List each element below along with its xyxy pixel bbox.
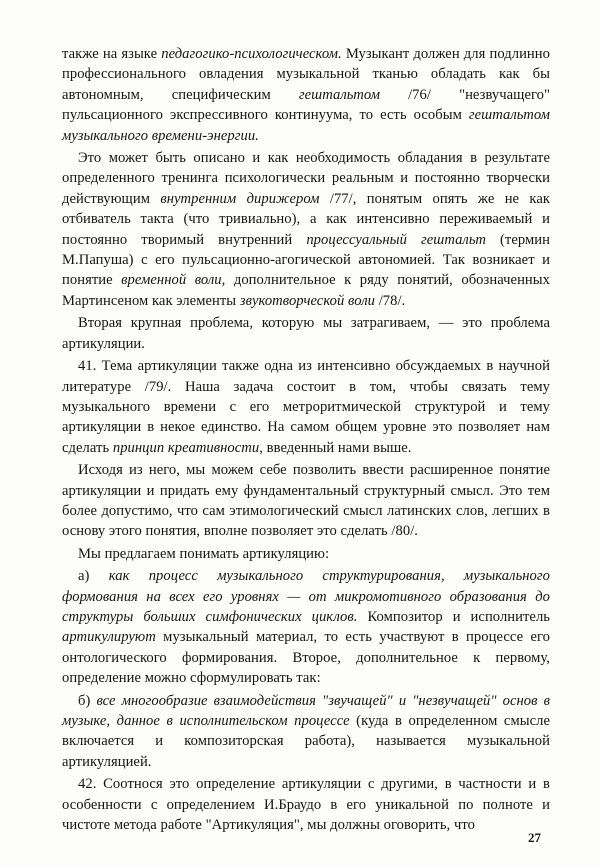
text-run: 41. Тема артикуляции также одна из интенсивно обсуждаемых в научной литературе /79/. Наша задача состоит в том, чтобы связать тему музыкального времени с его метроритмической структурой и тему артикуляции в некое единство. На самом общем уровне это позволяет нам сделать [62, 358, 550, 456]
text-run: введенный нами выше. [262, 439, 412, 456]
paragraph [62, 313, 550, 354]
italic-run: временной воли, [121, 272, 226, 289]
italic-run: педагогико-психологическом. [161, 46, 342, 62]
text-run: Композитор и исполнитель [357, 608, 550, 625]
paragraph [62, 356, 550, 458]
text-run: музыкальный материал, то есть участвуют в процессе его онтологического формирования. Второе, дополнительное к первому, определение можно сформулировать так: [62, 629, 550, 687]
paragraph [62, 691, 550, 773]
text-run: дополнительное к ряду понятий, обозначенных Мартинсеном как элементы [62, 272, 550, 309]
text-run: /77/, понятым опять же не как отбиватель такта (что тривиально), а как интенсивно переживаемый и постоянно творимый внутренний [62, 190, 550, 248]
italic-run: гештальтом [298, 86, 380, 103]
body-text [62, 44, 550, 835]
paragraph [62, 460, 550, 542]
text-run: а) [78, 568, 109, 585]
text-run: /76/ "незвучащего" пульсационного экспрессивного континуума, то есть особым [62, 86, 550, 124]
text-run: 42. Соотнося это определение артикуляции с другими, в частности и в особенности с определением И.Браудо в его уникальной по полноте и чистоте метода работе "Артикуляция", мы должны оговорить, что [62, 776, 550, 834]
paragraph [62, 774, 550, 835]
text-run: Мы предлагаем понимать артикуляцию: [78, 545, 330, 562]
italic-run: артикулируют [62, 629, 156, 646]
text-run: Вторая крупная проблема, которую мы затрагиваем, — это проблема артикуляции. [62, 315, 550, 352]
paragraph [62, 544, 550, 564]
text-run: (куда в определенном смысле включается и композиторская работа), называется музыкальной артикуляцией. [62, 713, 550, 770]
page-number: 27 [528, 830, 541, 845]
text-run: /78/. [375, 292, 406, 309]
text-run: также на языке [62, 46, 162, 62]
italic-run: принцип креативности, [112, 439, 263, 456]
paragraph [62, 44, 550, 146]
italic-run: процессуальный гештальт [306, 231, 486, 248]
text-run: Исходя из него, мы можем себе позволить ввести расширенное понятие артикуляции и придать ему фундаментальный структурный смысл. Это тем более допустимо, что сам этимологический смысл латинских слов, легших в основу этого понятия, вполне позволяет это сделать /80/. [62, 462, 550, 540]
italic-run: гештальтом музыкального времени-энергии. [62, 107, 550, 144]
text-run: б) [78, 692, 97, 709]
text-run: (термин М.Папуша) с его пульсационно-агогической автономией. Так возникает и понятие [62, 231, 550, 289]
paragraph [62, 148, 550, 311]
italic-run: как процесс музыкального структурирования, музыкального формования на всех его уровнях — от микромотивного образования до структуры больших симфонических циклов. [62, 568, 550, 625]
italic-run: внутренним дирижером [160, 190, 320, 207]
text-run: Это может быть описано и как необходимость обладания в результате определенного тренинга психологически реальным и постоянно творчески действующим [62, 150, 550, 207]
paragraph [62, 566, 550, 688]
italic-run: звукотворческой воли [239, 292, 375, 309]
text-run: Музыкант должен для подлинно профессионального овладения музыкальной тканью обладать как бы автономным, специфическим [62, 46, 551, 103]
italic-run: все многообразие взаимодействия "звучащей" и "незвучащей" основ в музыке, данное в исполнительском процессе [62, 692, 550, 729]
